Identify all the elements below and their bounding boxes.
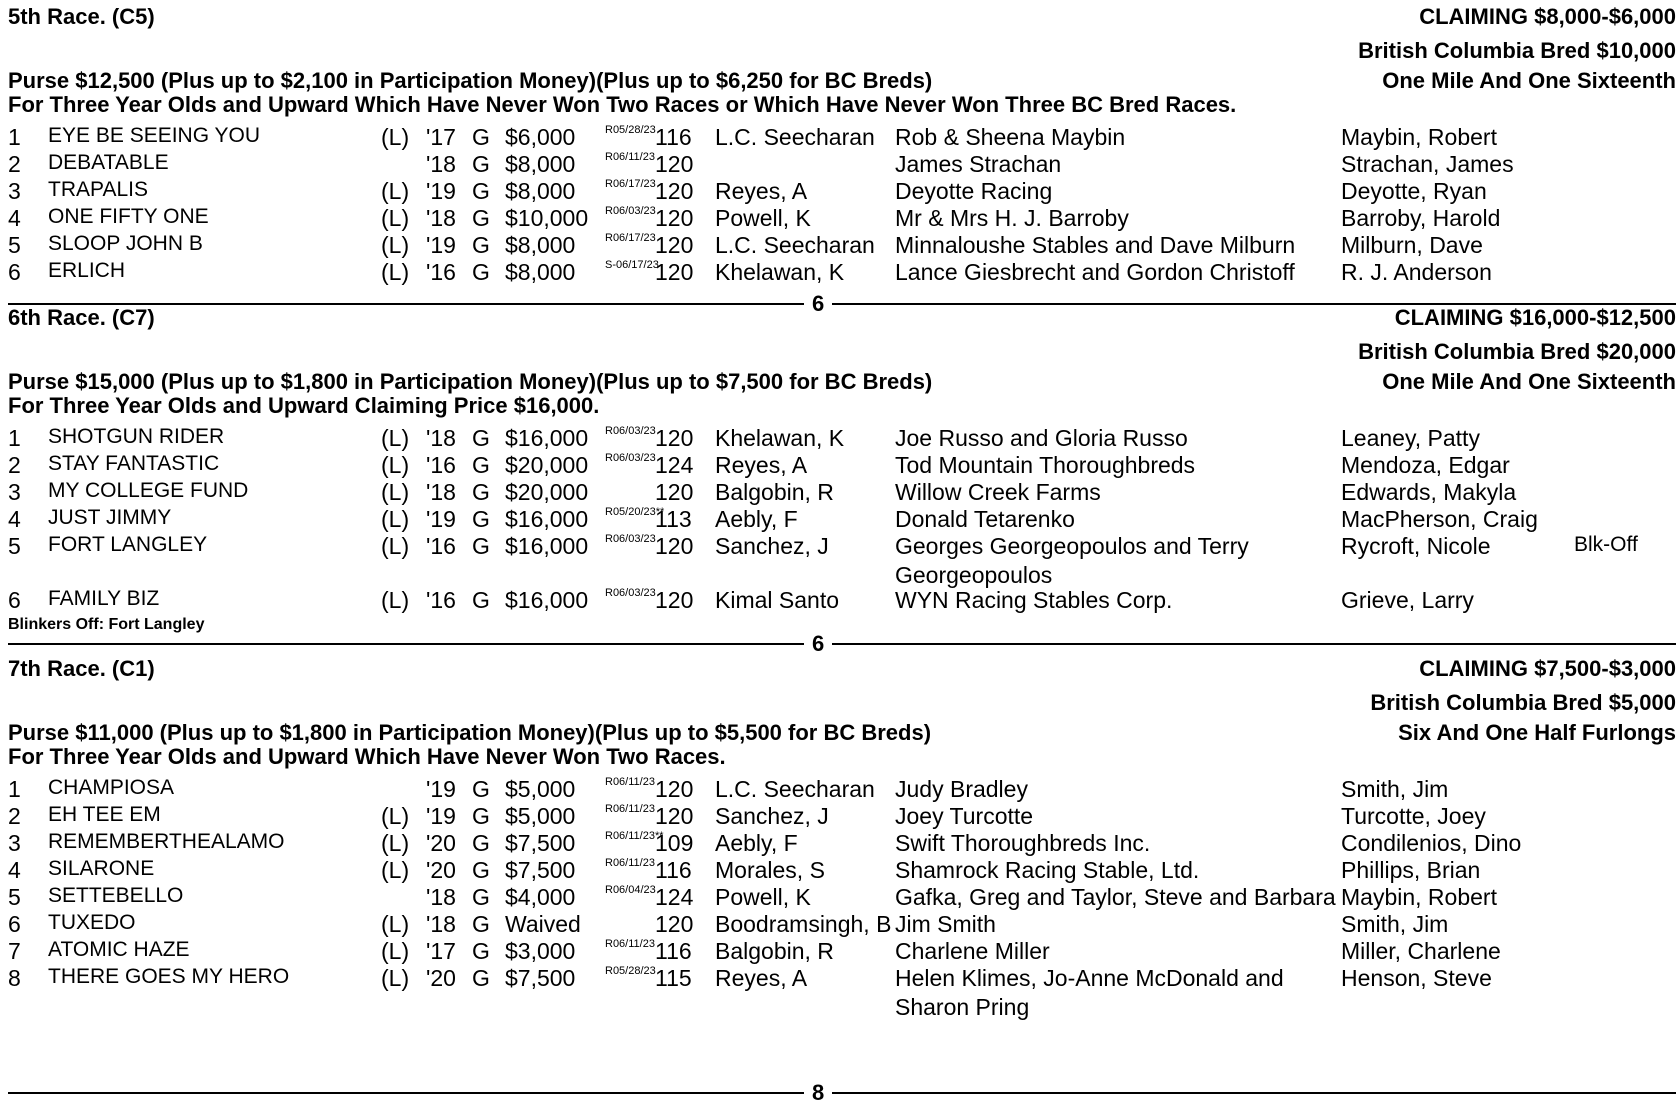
owner: James Strachan <box>895 151 1062 177</box>
trainer: Strachan, James <box>1341 151 1514 177</box>
last-race: R06/04/23 <box>605 884 656 896</box>
lasix-flag: (L) <box>381 533 410 559</box>
last-race: R06/11/23** <box>605 830 664 842</box>
claim-price: $8,000 <box>505 259 576 285</box>
entry-row <box>8 533 1676 587</box>
post-position: 6 <box>8 587 21 613</box>
entry-row <box>8 911 1676 940</box>
jockey: Khelawan, K <box>715 259 845 285</box>
owner-continued: Georgeopoulos <box>895 562 1053 588</box>
race-separator <box>8 1082 1676 1104</box>
lasix-flag: (L) <box>381 124 410 150</box>
post-position: 1 <box>8 425 21 451</box>
horse-name: STAY FANTASTIC <box>48 452 220 475</box>
horse-name: DEBATABLE <box>48 151 169 174</box>
weight: 120 <box>655 178 694 204</box>
weight: 120 <box>655 803 694 829</box>
post-position: 7 <box>8 938 21 964</box>
post-position: 5 <box>8 884 21 910</box>
entry-row <box>8 452 1676 481</box>
separator-line <box>8 1092 1676 1094</box>
foal-year: '18 <box>426 479 456 505</box>
last-race: R06/03/23 <box>605 205 656 217</box>
horse-name: MY COLLEGE FUND <box>48 479 249 502</box>
last-race: R06/17/23 <box>605 178 656 190</box>
race-purse: Purse $11,000 (Plus up to $1,800 in Participation Money)(Plus up to $5,500 for BC Breds) <box>8 720 932 745</box>
horse-name: ONE FIFTY ONE <box>48 205 209 228</box>
claim-price: $8,000 <box>505 232 576 258</box>
lasix-flag: (L) <box>381 452 410 478</box>
entry-row <box>8 178 1676 207</box>
race-title: 7th Race. (C1) <box>8 656 155 681</box>
horse-sex: G <box>472 884 490 910</box>
entry-row <box>8 151 1676 180</box>
horse-name: THERE GOES MY HERO <box>48 965 290 988</box>
race-separator <box>8 633 1676 655</box>
foal-year: '19 <box>426 506 456 532</box>
horse-name: SLOOP JOHN B <box>48 232 203 255</box>
horse-name: REMEMBERTHEALAMO <box>48 830 285 853</box>
trainer: Maybin, Robert <box>1341 884 1497 910</box>
trainer: Grieve, Larry <box>1341 587 1474 613</box>
trainer: Maybin, Robert <box>1341 124 1497 150</box>
race-title: 5th Race. (C5) <box>8 4 155 29</box>
post-position: 2 <box>8 452 21 478</box>
post-position: 4 <box>8 506 21 532</box>
last-race: R05/20/23** <box>605 506 665 518</box>
weight: 115 <box>655 965 692 991</box>
post-position: 6 <box>8 911 21 937</box>
claim-price: $7,500 <box>505 830 576 856</box>
foal-year: '18 <box>426 884 456 910</box>
claim-price: $20,000 <box>505 479 589 505</box>
race-distance: One Mile And One Sixteenth <box>1382 369 1676 394</box>
post-position: 3 <box>8 830 21 856</box>
trainer: Henson, Steve <box>1341 965 1492 991</box>
claim-price: $5,000 <box>505 776 576 802</box>
horse-sex: G <box>472 857 490 883</box>
horse-sex: G <box>472 911 490 937</box>
horse-name: ERLICH <box>48 259 126 282</box>
foal-year: '19 <box>426 803 456 829</box>
owner: Georges Georgeopoulos and Terry <box>895 533 1249 559</box>
horse-name: TRAPALIS <box>48 178 148 201</box>
horse-sex: G <box>472 533 490 559</box>
jockey: Powell, K <box>715 884 811 910</box>
horse-sex: G <box>472 124 490 150</box>
horse-name: JUST JIMMY <box>48 506 172 529</box>
trainer: Barroby, Harold <box>1341 205 1501 231</box>
weight: 113 <box>655 506 692 532</box>
trainer: MacPherson, Craig <box>1341 506 1538 532</box>
foal-year: '17 <box>426 938 456 964</box>
horse-sex: G <box>472 776 490 802</box>
entry-count: 8 <box>804 1082 832 1104</box>
race-6 <box>8 305 1676 655</box>
owner: WYN Racing Stables Corp. <box>895 587 1173 613</box>
entry-row <box>8 479 1676 508</box>
race-class: CLAIMING $16,000-$12,500 <box>1394 305 1676 330</box>
lasix-flag: (L) <box>381 205 410 231</box>
jockey: Boodramsingh, B <box>715 911 892 937</box>
claim-price: $8,000 <box>505 178 576 204</box>
jockey: Sanchez, J <box>715 533 829 559</box>
race-7 <box>8 656 1676 1106</box>
entry-row <box>8 232 1676 261</box>
entry-row <box>8 938 1676 967</box>
race-class: CLAIMING $7,500-$3,000 <box>1419 656 1676 681</box>
last-race: R06/03/23 <box>605 425 656 437</box>
lasix-flag: (L) <box>381 938 410 964</box>
foal-year: '19 <box>426 776 456 802</box>
horse-sex: G <box>472 232 490 258</box>
claim-price: Waived <box>505 911 581 937</box>
foal-year: '16 <box>426 587 456 613</box>
last-race: R05/28/23 <box>605 965 656 977</box>
lasix-flag: (L) <box>381 506 410 532</box>
weight: 120 <box>655 533 694 559</box>
weight: 120 <box>655 232 694 258</box>
post-position: 3 <box>8 178 21 204</box>
last-race: R06/03/23 <box>605 587 656 599</box>
weight: 120 <box>655 259 694 285</box>
claim-price: $6,000 <box>505 124 576 150</box>
owner: Lance Giesbrecht and Gordon Christoff <box>895 259 1295 285</box>
owner: Willow Creek Farms <box>895 479 1101 505</box>
post-position: 1 <box>8 776 21 802</box>
trainer: Smith, Jim <box>1341 776 1449 802</box>
entry-row <box>8 830 1676 859</box>
jockey: Khelawan, K <box>715 425 845 451</box>
owner-continued: Sharon Pring <box>895 994 1030 1020</box>
post-position: 2 <box>8 803 21 829</box>
horse-sex: G <box>472 205 490 231</box>
jockey: L.C. Seecharan <box>715 776 875 802</box>
last-race: R06/11/23 <box>605 776 655 788</box>
horse-sex: G <box>472 151 490 177</box>
horse-name: SETTEBELLO <box>48 884 184 907</box>
weight: 120 <box>655 587 694 613</box>
post-position: 5 <box>8 232 21 258</box>
horse-name: TUXEDO <box>48 911 136 934</box>
jockey: L.C. Seecharan <box>715 232 875 258</box>
trainer: R. J. Anderson <box>1341 259 1492 285</box>
entry-row <box>8 259 1676 288</box>
separator-line <box>8 643 1676 645</box>
last-race: R05/28/23 <box>605 124 656 136</box>
foal-year: '19 <box>426 178 456 204</box>
weight: 116 <box>655 938 692 964</box>
last-race: R06/11/23 <box>605 151 655 163</box>
post-position: 5 <box>8 533 21 559</box>
weight: 116 <box>655 124 692 150</box>
entry-row <box>8 425 1676 454</box>
race-5 <box>8 4 1676 316</box>
race-class: CLAIMING $8,000-$6,000 <box>1419 4 1676 29</box>
entry-row <box>8 124 1676 153</box>
last-race: R06/11/23 <box>605 857 655 869</box>
jockey: Reyes, A <box>715 965 808 991</box>
weight: 109 <box>655 830 694 856</box>
horse-sex: G <box>472 259 490 285</box>
lasix-flag: (L) <box>381 232 410 258</box>
horse-sex: G <box>472 587 490 613</box>
horse-sex: G <box>472 965 490 991</box>
entry-row <box>8 205 1676 234</box>
jockey: Aebly, F <box>715 830 798 856</box>
trainer: Phillips, Brian <box>1341 857 1481 883</box>
claim-price: $4,000 <box>505 884 576 910</box>
race-note: Blinkers Off: Fort Langley <box>8 616 205 633</box>
trainer: Edwards, Makyla <box>1341 479 1517 505</box>
entry-row <box>8 506 1676 535</box>
jockey: Morales, S <box>715 857 825 883</box>
weight: 124 <box>655 884 694 910</box>
weight: 120 <box>655 911 694 937</box>
lasix-flag: (L) <box>381 587 410 613</box>
claim-price: $16,000 <box>505 506 589 532</box>
owner: Rob & Sheena Maybin <box>895 124 1126 150</box>
owner: Minnaloushe Stables and Dave Milburn <box>895 232 1296 258</box>
horse-name: SHOTGUN RIDER <box>48 425 225 448</box>
horse-sex: G <box>472 803 490 829</box>
owner: Donald Tetarenko <box>895 506 1075 532</box>
owner: Jim Smith <box>895 911 996 937</box>
trainer: Condilenios, Dino <box>1341 830 1522 856</box>
lasix-flag: (L) <box>381 425 410 451</box>
claim-price: $7,500 <box>505 857 576 883</box>
jockey: L.C. Seecharan <box>715 124 875 150</box>
jockey: Powell, K <box>715 205 811 231</box>
trainer: Deyotte, Ryan <box>1341 178 1487 204</box>
post-position: 3 <box>8 479 21 505</box>
entry-row <box>8 884 1676 913</box>
race-distance: One Mile And One Sixteenth <box>1382 68 1676 93</box>
foal-year: '18 <box>426 151 456 177</box>
trainer: Mendoza, Edgar <box>1341 452 1510 478</box>
lasix-flag: (L) <box>381 965 410 991</box>
foal-year: '20 <box>426 857 456 883</box>
foal-year: '20 <box>426 965 456 991</box>
post-position: 1 <box>8 124 21 150</box>
post-position: 8 <box>8 965 21 991</box>
horse-name: FAMILY BIZ <box>48 587 160 610</box>
race-title: 6th Race. (C7) <box>8 305 155 330</box>
horse-name: SILARONE <box>48 857 155 880</box>
foal-year: '18 <box>426 205 456 231</box>
horse-sex: G <box>472 830 490 856</box>
foal-year: '19 <box>426 232 456 258</box>
owner: Mr & Mrs H. J. Barroby <box>895 205 1129 231</box>
claim-price: $16,000 <box>505 587 589 613</box>
race-bc-bred: British Columbia Bred $10,000 <box>1358 38 1676 63</box>
horse-sex: G <box>472 452 490 478</box>
horse-name: EYE BE SEEING YOU <box>48 124 261 147</box>
claim-price: $5,000 <box>505 803 576 829</box>
lasix-flag: (L) <box>381 857 410 883</box>
last-race: R06/03/23 <box>605 452 656 464</box>
horse-sex: G <box>472 425 490 451</box>
post-position: 4 <box>8 857 21 883</box>
horse-name: EH TEE EM <box>48 803 161 826</box>
jockey: Aebly, F <box>715 506 798 532</box>
race-purse: Purse $15,000 (Plus up to $1,800 in Participation Money)(Plus up to $7,500 for BC Breds) <box>8 369 933 394</box>
jockey: Sanchez, J <box>715 803 829 829</box>
last-race: R06/17/23 <box>605 232 656 244</box>
weight: 116 <box>655 857 692 883</box>
lasix-flag: (L) <box>381 911 410 937</box>
foal-year: '17 <box>426 124 456 150</box>
entry-row <box>8 803 1676 832</box>
owner: Gafka, Greg and Taylor, Steve and Barbara <box>895 884 1336 910</box>
claim-price: $16,000 <box>505 425 589 451</box>
horse-name: FORT LANGLEY <box>48 533 208 556</box>
owner: Deyotte Racing <box>895 178 1053 204</box>
weight: 120 <box>655 479 694 505</box>
entry-row <box>8 776 1676 805</box>
owner: Charlene Miller <box>895 938 1050 964</box>
jockey: Kimal Santo <box>715 587 840 613</box>
race-conditions: For Three Year Olds and Upward Which Have Never Won Two Races. <box>8 744 726 769</box>
lasix-flag: (L) <box>381 259 410 285</box>
foal-year: '16 <box>426 259 456 285</box>
foal-year: '18 <box>426 911 456 937</box>
owner: Tod Mountain Thoroughbreds <box>895 452 1196 478</box>
jockey: Balgobin, R <box>715 938 834 964</box>
trainer: Smith, Jim <box>1341 911 1449 937</box>
horse-sex: G <box>472 506 490 532</box>
jockey: Reyes, A <box>715 452 808 478</box>
lasix-flag: (L) <box>381 479 410 505</box>
post-position: 6 <box>8 259 21 285</box>
entry-row <box>8 587 1676 616</box>
foal-year: '16 <box>426 452 456 478</box>
foal-year: '16 <box>426 533 456 559</box>
owner: Joey Turcotte <box>895 803 1034 829</box>
race-conditions: For Three Year Olds and Upward Which Have Never Won Two Races or Which Have Never Won Three BC Bred Races. <box>8 92 1237 117</box>
race-conditions: For Three Year Olds and Upward Claiming Price $16,000. <box>8 393 600 418</box>
trainer: Turcotte, Joey <box>1341 803 1486 829</box>
post-position: 4 <box>8 205 21 231</box>
lasix-flag: (L) <box>381 178 410 204</box>
last-race: R06/11/23 <box>605 938 655 950</box>
entry-row <box>8 857 1676 886</box>
owner: Shamrock Racing Stable, Ltd. <box>895 857 1200 883</box>
owner: Joe Russo and Gloria Russo <box>895 425 1188 451</box>
equipment-change: Blk-Off <box>1574 533 1638 556</box>
post-position: 2 <box>8 151 21 177</box>
entry-row <box>8 965 1676 1019</box>
race-purse: Purse $12,500 (Plus up to $2,100 in Participation Money)(Plus up to $6,250 for BC Breds) <box>8 68 933 93</box>
last-race: R06/11/23 <box>605 803 655 815</box>
weight: 120 <box>655 205 694 231</box>
owner: Judy Bradley <box>895 776 1028 802</box>
weight: 120 <box>655 425 694 451</box>
claim-price: $3,000 <box>505 938 576 964</box>
horse-sex: G <box>472 178 490 204</box>
jockey: Balgobin, R <box>715 479 834 505</box>
claim-price: $7,500 <box>505 965 576 991</box>
race-bc-bred: British Columbia Bred $5,000 <box>1370 690 1676 715</box>
trainer: Rycroft, Nicole <box>1341 533 1491 559</box>
horse-name: CHAMPIOSA <box>48 776 175 799</box>
entry-count: 6 <box>804 633 832 655</box>
trainer: Miller, Charlene <box>1341 938 1501 964</box>
race-distance: Six And One Half Furlongs <box>1398 720 1676 745</box>
last-race: S-06/17/23 <box>605 259 659 271</box>
entry-count: 6 <box>804 293 832 315</box>
horse-name: ATOMIC HAZE <box>48 938 190 961</box>
race-bc-bred: British Columbia Bred $20,000 <box>1358 339 1676 364</box>
lasix-flag: (L) <box>381 803 410 829</box>
horse-sex: G <box>472 938 490 964</box>
weight: 120 <box>655 776 694 802</box>
jockey: Reyes, A <box>715 178 808 204</box>
foal-year: '20 <box>426 830 456 856</box>
weight: 124 <box>655 452 694 478</box>
last-race: R06/03/23 <box>605 533 656 545</box>
claim-price: $20,000 <box>505 452 589 478</box>
claim-price: $16,000 <box>505 533 589 559</box>
claim-price: $8,000 <box>505 151 576 177</box>
lasix-flag: (L) <box>381 830 410 856</box>
claim-price: $10,000 <box>505 205 589 231</box>
foal-year: '18 <box>426 425 456 451</box>
horse-sex: G <box>472 479 490 505</box>
weight: 120 <box>655 151 694 177</box>
owner: Helen Klimes, Jo-Anne McDonald and <box>895 965 1284 991</box>
owner: Swift Thoroughbreds Inc. <box>895 830 1151 856</box>
trainer: Milburn, Dave <box>1341 232 1483 258</box>
trainer: Leaney, Patty <box>1341 425 1480 451</box>
